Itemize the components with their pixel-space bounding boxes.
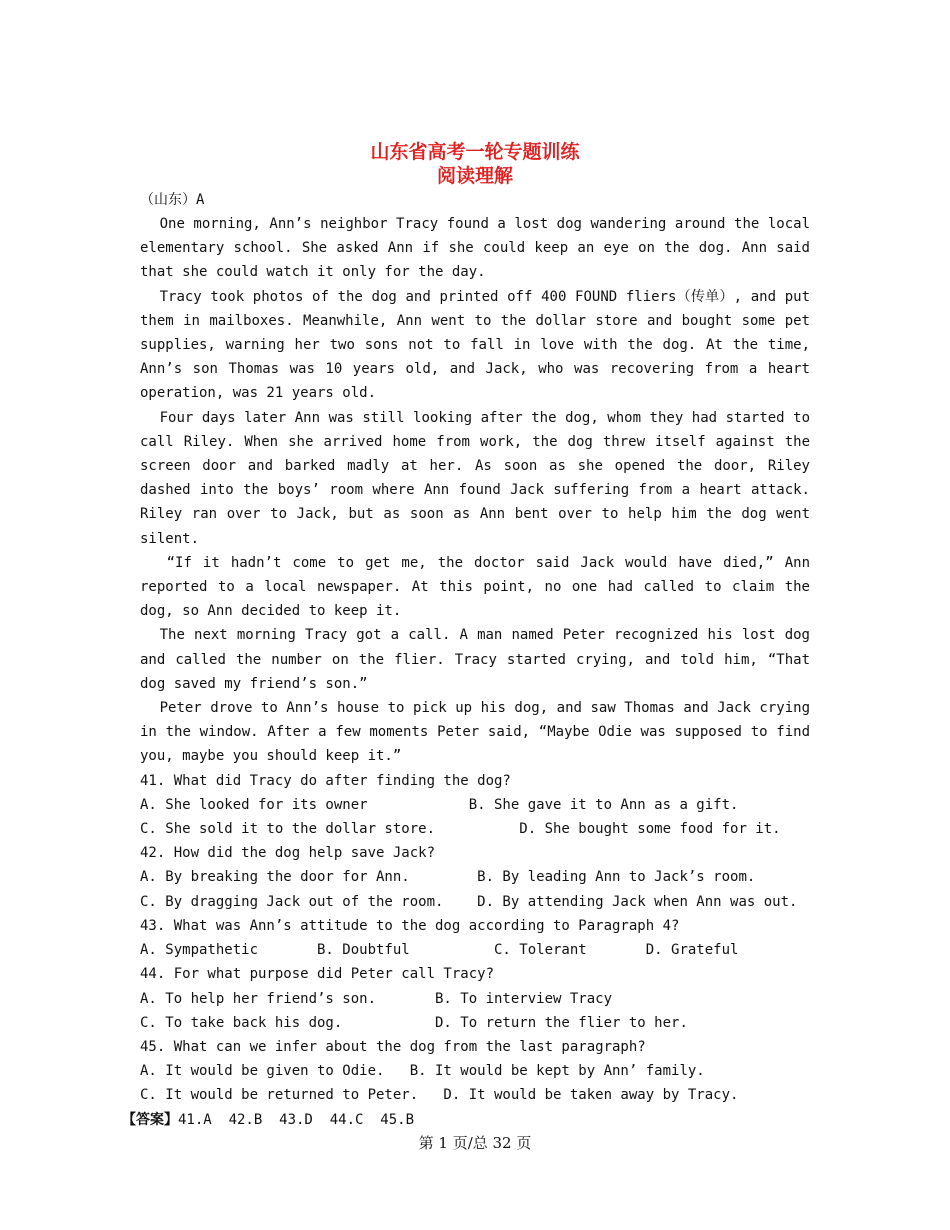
answer-label: 【答案】 bbox=[122, 1111, 178, 1128]
paragraph-6: Peter drove to Ann’s house to pick up his dog, and saw Thomas and Jack crying in the window. After a few moments Peter said, “Maybe Odie was supposed to find you, maybe you should keep it.” bbox=[140, 700, 810, 765]
question-44-options-ab: A. To help her friend’s son. B. To interview Tracy bbox=[140, 990, 613, 1007]
document-page bbox=[122, 140, 810, 1132]
question-45-options-ab: A. It would be given to Odie. B. It would be kept by Ann’ family. bbox=[140, 1063, 705, 1080]
page-title: 山东省高考一轮专题训练 bbox=[370, 141, 580, 163]
question-42-options-cd: C. By dragging Jack out of the room. D. By attending Jack when Ann was out. bbox=[140, 893, 798, 910]
question-42-stem: 42. How did the dog help save Jack? bbox=[140, 845, 436, 862]
question-44-stem: 44. For what purpose did Peter call Tracy? bbox=[140, 966, 495, 983]
paragraph-4: “If it hadn’t come to get me, the doctor said Jack would have died,” Ann reported to a local newspaper. At this point, no one had called to claim the dog, so Ann decided to keep it. bbox=[140, 554, 810, 620]
question-41-options-ab: A. She looked for its owner B. She gave it to Ann as a gift. bbox=[140, 796, 739, 813]
page-footer: 第 1 页/总 32 页 bbox=[418, 1134, 532, 1152]
answer-values: 41.A 42.B 43.D 44.C 45.B bbox=[178, 1111, 415, 1128]
page-subtitle: 阅读理解 bbox=[436, 165, 513, 187]
paragraph-2: Tracy took photos of the dog and printed off 400 FOUND fliers（传单）, and put them in mailboxes. Meanwhile, Ann went to the dollar store and bought some pet supplies, warning her two sons not to fall in love with the dog. At the time, Ann’s son Thomas was 10 years old, and Jack, who was recovering from a heart operation, was 21 years old. bbox=[140, 288, 810, 402]
question-44-options-cd: C. To take back his dog. D. To return the flier to her. bbox=[140, 1014, 688, 1031]
question-45-stem: 45. What can we infer about the dog from the last paragraph? bbox=[140, 1038, 646, 1055]
paragraph-3: Four days later Ann was still looking after the dog, whom they had started to call Riley. When she arrived home from work, the dog threw itself against the screen door and barked madly at her. As soon as she opened the door, Riley dashed into the boys’ room where Ann found Jack suffering from a heart attack. Riley ran over to Jack, but as soon as Ann bent over to help him the dog went silent. bbox=[140, 409, 810, 547]
question-43-stem: 43. What was Ann’s attitude to the dog according to Paragraph 4? bbox=[140, 917, 680, 934]
answer-key bbox=[122, 1108, 810, 1132]
paragraph-5: The next morning Tracy got a call. A man named Peter recognized his lost dog and called the number on the flier. Tracy started crying, and told him, “That dog saved my friend’s son.” bbox=[140, 627, 810, 692]
question-42-options-ab: A. By breaking the door for Ann. B. By leading Ann to Jack’s room. bbox=[140, 869, 756, 886]
paragraph-1: One morning, Ann’s neighbor Tracy found a lost dog wandering around the local elementary school. She asked Ann if she could keep an eye on the dog. Ann said that she could watch it only for the day. bbox=[140, 216, 810, 281]
question-41-options-cd: C. She sold it to the dollar store. D. She bought some food for it. bbox=[140, 821, 781, 838]
question-41-stem: 41. What did Tracy do after finding the dog? bbox=[140, 772, 511, 789]
section-tag: （山东）A bbox=[140, 192, 205, 208]
question-43-options: A. Sympathetic B. Doubtful C. Tolerant D. Grateful bbox=[140, 942, 739, 959]
question-45-options-cd: C. It would be returned to Peter. D. It would be taken away by Tracy. bbox=[140, 1087, 739, 1104]
